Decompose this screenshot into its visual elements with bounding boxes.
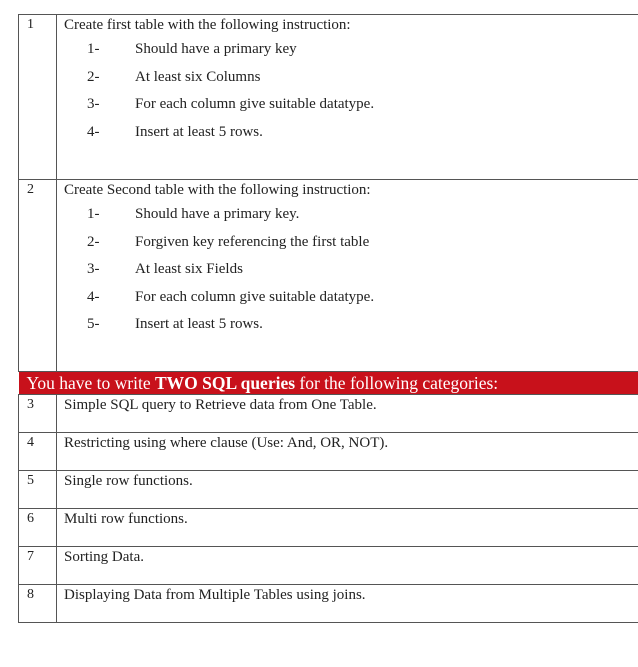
step-item: [64, 95, 638, 113]
step-item: [64, 288, 638, 306]
step-list: [64, 205, 638, 333]
step-number: 5-: [87, 316, 100, 332]
step-text: Insert at least 5 rows.: [135, 123, 263, 140]
step-text: At least six Fields: [135, 261, 243, 277]
query-number: 8: [19, 585, 57, 623]
query-number: 6: [19, 509, 57, 547]
assignment-table: [18, 14, 638, 623]
step-text: At least six Columns: [135, 68, 261, 85]
step-list: [64, 40, 638, 141]
step-text: Insert at least 5 rows.: [135, 316, 263, 332]
query-text: Multi row functions.: [57, 509, 638, 547]
query-row: [19, 471, 638, 509]
query-row: [19, 585, 638, 623]
category-banner: [19, 372, 638, 395]
category-banner-row: [19, 372, 638, 395]
task-row-2: [19, 180, 638, 372]
step-item: [64, 123, 638, 141]
step-text: Should have a primary key.: [135, 206, 300, 222]
step-item: [64, 315, 638, 333]
step-number: 3-: [87, 96, 100, 112]
step-item: [64, 260, 638, 278]
step-item: [64, 233, 638, 251]
step-number: 2-: [87, 68, 100, 85]
banner-text-bold: TWO SQL queries: [155, 373, 296, 393]
step-item: [64, 68, 638, 86]
banner-text-after: for the following categories:: [295, 373, 499, 393]
query-number: 5: [19, 471, 57, 509]
query-text: Single row functions.: [57, 471, 638, 509]
task-content: [57, 15, 638, 180]
query-number: 7: [19, 547, 57, 585]
step-text: For each column give suitable datatype.: [135, 96, 375, 112]
step-item: [64, 205, 638, 223]
query-text: Displaying Data from Multiple Tables using joins.: [57, 585, 638, 623]
task-intro: Create Second table with the following instruction:: [64, 182, 371, 198]
step-number: 3-: [87, 261, 100, 277]
query-row: [19, 433, 638, 471]
banner-text-before: You have to write: [26, 373, 155, 393]
step-number: 4-: [87, 288, 100, 305]
step-number: 1-: [87, 41, 100, 57]
query-text: Simple SQL query to Retrieve data from One Table.: [57, 395, 638, 433]
step-number: 4-: [87, 123, 100, 140]
query-row: [19, 509, 638, 547]
query-text: Restricting using where clause (Use: And, OR, NOT).: [57, 433, 638, 471]
step-text: Forgiven key referencing the first table: [135, 233, 370, 250]
step-number: 1-: [87, 206, 100, 222]
step-number: 2-: [87, 233, 100, 250]
task-number: 2: [19, 180, 57, 372]
step-text: Should have a primary key: [135, 41, 297, 57]
query-row: [19, 547, 638, 585]
step-text: For each column give suitable datatype.: [135, 288, 375, 305]
step-item: [64, 40, 638, 58]
query-row: [19, 395, 638, 433]
query-number: 4: [19, 433, 57, 471]
query-number: 3: [19, 395, 57, 433]
task-content: [57, 180, 638, 372]
task-intro: Create first table with the following instruction:: [64, 17, 351, 33]
task-number: 1: [19, 15, 57, 180]
query-text: Sorting Data.: [57, 547, 638, 585]
task-row-1: [19, 15, 638, 180]
